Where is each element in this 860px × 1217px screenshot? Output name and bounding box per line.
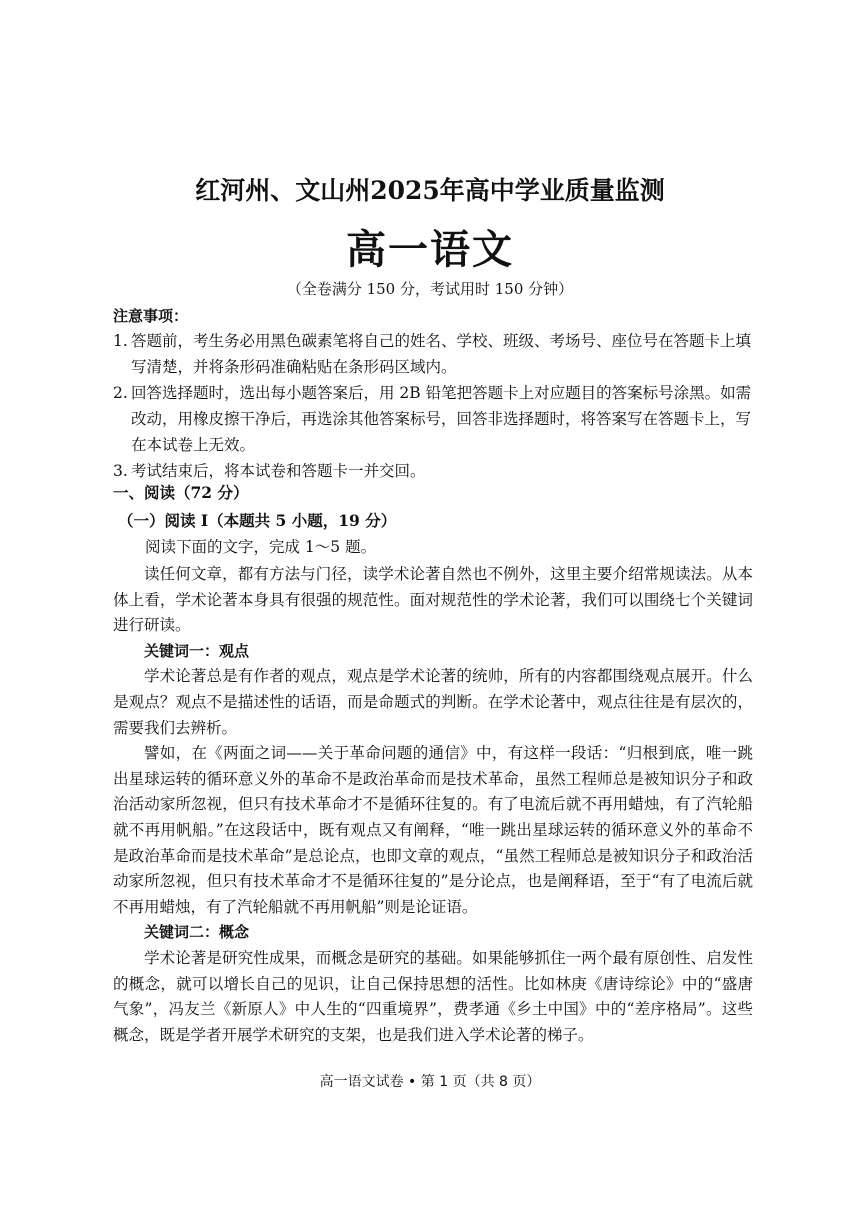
notice-list <box>113 328 753 484</box>
passage-paragraph: 学术论著总是有作者的观点，观点是学术论著的统帅，所有的内容都围绕观点展开。什么是观点？观点不是描述性的话语，而是命题式的判断。在学术论著中，观点往往是有层次的，需要我们去辨析。 <box>113 667 753 737</box>
subsection-heading: （一）阅读 I（本题共 5 小题，19 分） <box>118 511 397 530</box>
notice-item <box>113 380 753 458</box>
keyword-heading: 关键词二：概念 <box>144 923 250 942</box>
notice-number: 1. <box>113 332 128 350</box>
keyword-heading: 关键词一：观点 <box>144 641 250 660</box>
notice-title: 注意事项： <box>113 307 189 325</box>
section-heading: 一、阅读（72 分） <box>113 483 249 502</box>
instruction: 阅读下面的文字，完成 1～5 题。 <box>145 538 377 556</box>
passage-paragraph: 学术论著是研究性成果，而概念是研究的基础。如果能够抓住一两个最有原创性、启发性的概念，就可以增长自己的见识，让自己保持思想的活性。比如林庚《唐诗综论》中的“盛唐气象”，冯友兰《新原人》中人生的“四重境界”，费孝通《乡土中国》中的“差序格局”。这些概念，既是学者开展学术研究的支架，也是我们进入学术论著的梯子。 <box>113 948 753 1044</box>
subject-title: 高一语文 <box>346 226 514 273</box>
exam-info: （全卷满分 150 分，考试用时 150 分钟） <box>286 280 574 298</box>
notice-text: 答题前，考生务必用黑色碳素笔将自己的姓名、学校、班级、考场号、座位号在答题卡上填写清楚，并将条形码准确粘贴在条形码区域内。 <box>131 332 752 376</box>
notice-number: 2. <box>113 384 128 402</box>
page-footer: 高一语文试卷 • 第 1 页（共 8 页） <box>319 1074 541 1090</box>
reading-passage <box>113 562 753 1048</box>
notice-text: 回答选择题时，选出每小题答案后，用 2B 铅笔把答题卡上对应题目的答案标号涂黑。如需改动，用橡皮擦干净后，再选涂其他答案标号，回答非选择题时，将答案写在答题卡上，写在本试卷上无效。 <box>131 384 752 454</box>
notice-item <box>113 328 753 380</box>
passage-paragraph: 读任何文章，都有方法与门径，读学术论著自然也不例外，这里主要介绍常规读法。从本体上看，学术论著本身具有很强的规范性。面对规范性的学术论著，我们可以围绕七个关键词进行研读。 <box>113 565 753 635</box>
exam-title: 红河州、文山州2025年高中学业质量监测 <box>195 176 665 205</box>
passage-paragraph: 譬如，在《两面之词——关于革命问题的通信》中，有这样一段话：“归根到底，唯一跳出星球运转的循环意义外的革命不是政治革命而是技术革命，虽然工程师总是被知识分子和政治活动家所忽视，但只有技术革命才不是循环往复的。有了电流后就不再用蜡烛，有了汽轮船就不再用帆船。”在这段话中，既有观点又有阐释，“唯一跳出星球运转的循环意义外的革命不是政治革命而是技术革命”是总论点，也即文章的观点，“虽然工程师总是被知识分子和政治活动家所忽视，但只有技术革命才不是循环往复的”是分论点，也是阐释语，至于“有了电流后就不再用蜡烛，有了汽轮船就不再用帆船”则是论证语。 <box>113 744 753 916</box>
notice-number: 3. <box>113 462 128 480</box>
notice-text: 考试结束后，将本试卷和答题卡一并交回。 <box>131 462 426 480</box>
